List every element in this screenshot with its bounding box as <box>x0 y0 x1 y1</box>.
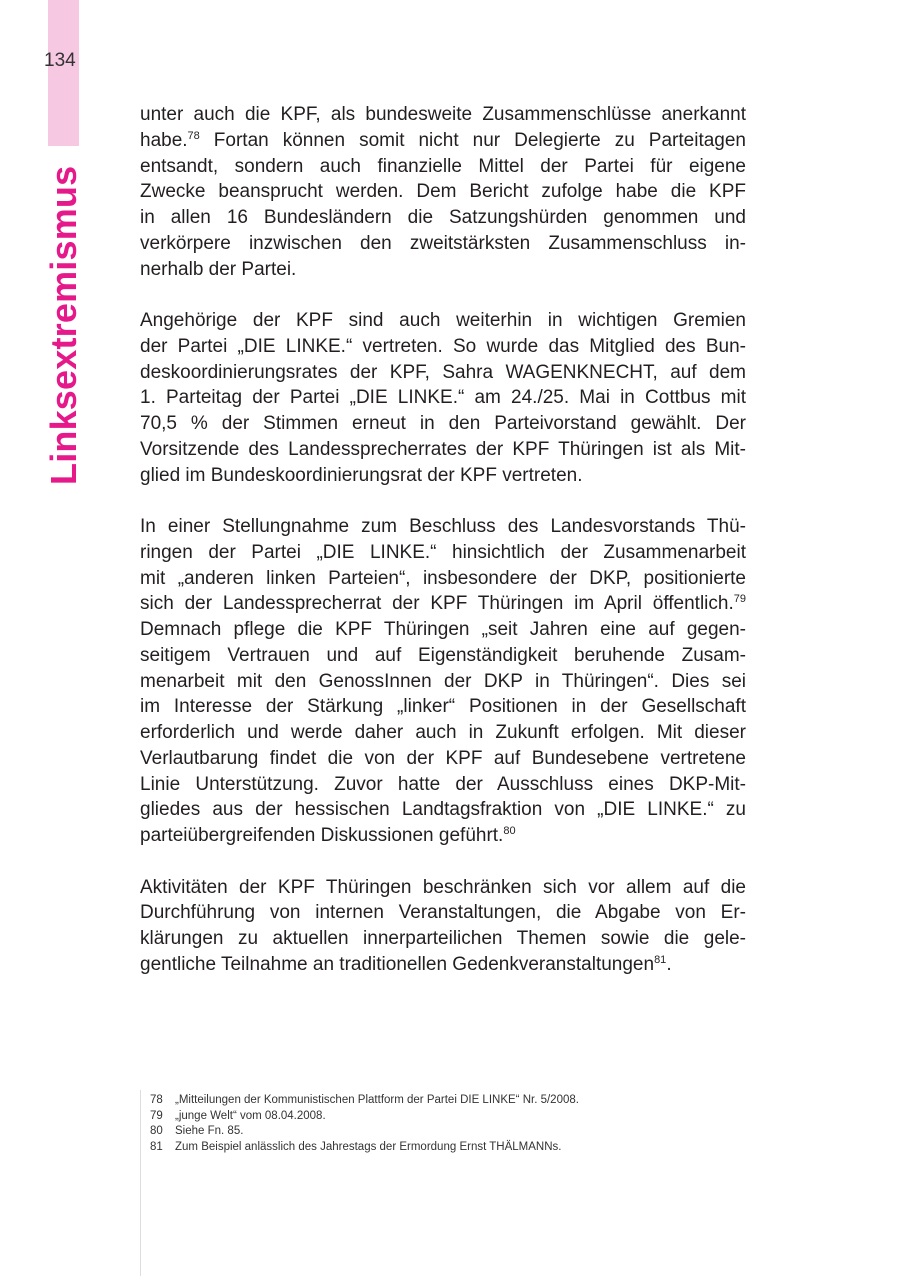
text-segment: deskoordinierungsrates der KPF, Sahra WAGENKNECHT, auf dem <box>140 361 746 383</box>
footnote <box>150 1124 579 1140</box>
text-segment: habe. <box>140 129 188 151</box>
footnote-number: 81 <box>150 1140 163 1153</box>
text-line <box>140 334 746 360</box>
text-segment: verkörpere inzwischen den zweitstärksten Zusammenschluss in- <box>140 232 746 254</box>
text-line <box>140 231 746 257</box>
text-line <box>140 617 746 643</box>
text-line <box>140 566 746 592</box>
page-tab-marker <box>48 0 79 146</box>
text-segment: glied im Bundeskoordinierungsrat der KPF vertreten. <box>140 464 583 486</box>
text-segment: im Interesse der Stärkung „linker“ Positionen in der Gesellschaft <box>140 696 746 718</box>
footnote-reference: 80 <box>503 825 516 837</box>
text-line <box>140 154 746 180</box>
page-number: 134 <box>44 50 76 71</box>
text-line <box>140 102 746 128</box>
text-segment: der Partei „DIE LINKE.“ vertreten. So wurde das Mitglied des Bun- <box>140 335 746 357</box>
text-line <box>140 900 746 926</box>
text-segment: seitigem Vertrauen und auf Eigenständigkeit beruhende Zusam- <box>140 644 746 666</box>
text-line <box>140 875 746 901</box>
text-segment: klärungen zu aktuellen innerparteilichen Themen sowie die gele- <box>140 928 746 949</box>
footnote-number: 78 <box>150 1094 163 1106</box>
footnote-reference: 78 <box>187 129 200 142</box>
footnote-text: „junge Welt“ vom 08.04.2008. <box>175 1109 326 1122</box>
section-title: Linksextremismus <box>43 165 84 485</box>
text-segment: nerhalb der Partei. <box>140 258 297 280</box>
text-line <box>140 669 746 695</box>
text-segment: Demnach pflege die KPF Thüringen „seit Jahren eine auf gegen- <box>140 619 746 640</box>
text-segment: ringen der Partei „DIE LINKE.“ hinsichtlich der Zusammenarbeit <box>140 541 746 563</box>
text-line <box>140 643 746 669</box>
footnote <box>150 1109 579 1125</box>
text-segment: Fortan können somit nicht nur Delegierte zu Parteitagen <box>199 129 746 151</box>
text-segment: unter auch die KPF, als bundesweite Zusammenschlüsse anerkannt <box>140 104 746 125</box>
text-segment: 1. Parteitag der Partei „DIE LINKE.“ am 24./25. Mai in Cottbus mit <box>140 387 746 409</box>
paragraph <box>140 102 746 282</box>
text-line <box>140 746 746 772</box>
text-line <box>140 411 746 437</box>
footnote-text: Siehe Fn. 85. <box>175 1125 244 1138</box>
text-segment: sich der Landessprecherrat der KPF Thüringen im April öffentlich. <box>140 593 734 615</box>
text-line <box>140 772 746 798</box>
text-line <box>140 360 746 386</box>
footnote <box>150 1140 579 1156</box>
text-segment: Durchführung von internen Veranstaltungen, die Abgabe von Er- <box>140 902 746 924</box>
text-segment: in allen 16 Bundesländern die Satzungshürden genommen und <box>140 207 746 228</box>
footnote-reference: 81 <box>654 953 667 966</box>
text-segment: Verlautbarung findet die von der KPF auf Bundesebene vertretene <box>140 747 746 769</box>
text-line <box>140 540 746 566</box>
footnote-divider <box>140 1090 141 1276</box>
text-line <box>140 926 746 952</box>
paragraph <box>140 308 746 488</box>
text-segment: gliedes aus der hessischen Landtagsfraktion von „DIE LINKE.“ zu <box>140 799 746 821</box>
text-line <box>140 591 746 617</box>
text-line <box>140 308 746 334</box>
text-segment: Zwecke beansprucht werden. Dem Bericht zufolge habe die KPF <box>140 181 746 203</box>
text-line <box>140 952 746 978</box>
footnote-number: 79 <box>150 1109 163 1122</box>
text-line <box>140 514 746 540</box>
text-segment: Vorsitzende des Landessprecherrates der KPF Thüringen ist als Mit- <box>140 438 746 460</box>
text-segment: parteiübergreifenden Diskussionen geführt. <box>140 825 504 846</box>
footnote-reference: 79 <box>733 593 746 606</box>
text-segment: Aktivitäten der KPF Thüringen beschränken sich vor allem auf die <box>140 876 746 898</box>
paragraph <box>140 514 746 849</box>
paragraph <box>140 875 746 978</box>
text-segment: mit „anderen linken Parteien“, insbesondere der DKP, positionierte <box>140 567 746 589</box>
text-line <box>140 823 746 849</box>
text-segment: . <box>666 953 672 975</box>
footnote-number: 80 <box>150 1125 163 1138</box>
text-line <box>140 694 746 720</box>
text-segment: 70,5 % der Stimmen erneut in den Parteivorstand gewählt. Der <box>140 413 746 434</box>
footnote-text: „Mitteilungen der Kommunistischen Plattform der Partei DIE LINKE“ Nr. 5/2008. <box>175 1094 579 1106</box>
text-segment: Linie Unterstützung. Zuvor hatte der Ausschluss eines DKP-Mit- <box>140 773 746 795</box>
text-line <box>140 205 746 231</box>
body-text <box>140 102 746 1003</box>
text-segment: erforderlich und werde daher auch in Zukunft erfolgen. Mit dieser <box>140 722 746 743</box>
text-line <box>140 437 746 463</box>
footnotes <box>150 1093 579 1155</box>
text-line <box>140 385 746 411</box>
text-segment: gentliche Teilnahme an traditionellen Gedenkveranstaltungen <box>140 953 655 975</box>
text-line <box>140 797 746 823</box>
text-segment: menarbeit mit den GenossInnen der DKP in Thüringen“. Dies sei <box>140 670 746 692</box>
text-line <box>140 128 746 154</box>
text-line <box>140 720 746 746</box>
text-line <box>140 463 746 489</box>
text-segment: In einer Stellungnahme zum Beschluss des Landesvorstands Thü- <box>140 516 746 537</box>
text-line <box>140 257 746 283</box>
footnote <box>150 1093 579 1109</box>
footnote-text: Zum Beispiel anlässlich des Jahrestags der Ermordung Ernst THÄLMANNs. <box>175 1140 562 1153</box>
text-segment: Angehörige der KPF sind auch weiterhin in wichtigen Gremien <box>140 310 746 331</box>
text-line <box>140 179 746 205</box>
text-segment: entsandt, sondern auch finanzielle Mittel der Partei für eigene <box>140 155 746 177</box>
